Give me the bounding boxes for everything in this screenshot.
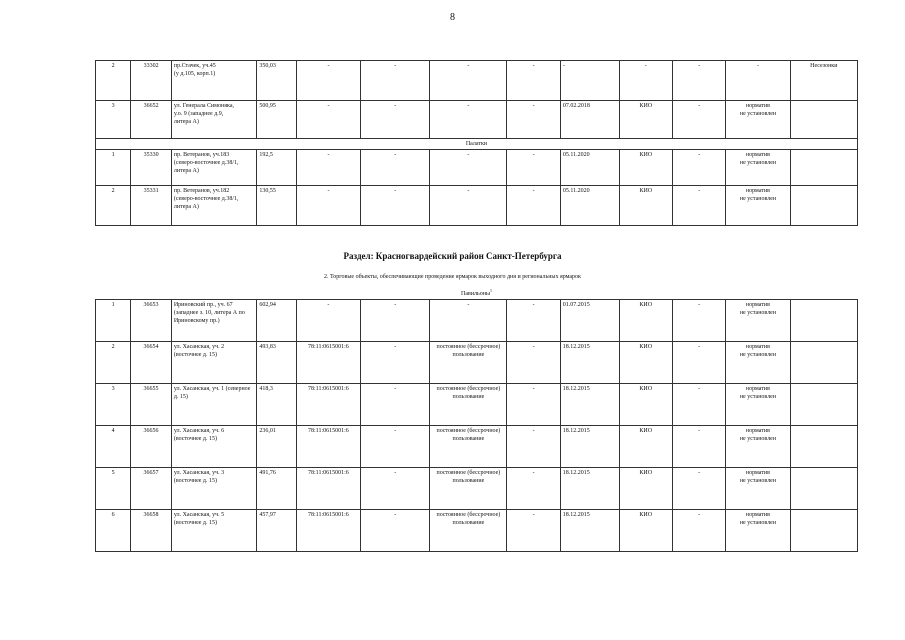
address-cell bbox=[171, 510, 256, 552]
cadastral-cell: - bbox=[296, 101, 360, 139]
norm-cell-line: норматив bbox=[745, 302, 770, 308]
date-cell: 18.12.2015 bbox=[560, 510, 619, 552]
table-row bbox=[96, 510, 858, 552]
authority-cell: КИО bbox=[619, 186, 672, 226]
address-cell bbox=[171, 61, 256, 101]
section-title: Раздел: Красногвардейский район Санкт-Петербурга bbox=[343, 251, 562, 261]
right-cell bbox=[430, 426, 507, 468]
norm-cell bbox=[726, 186, 790, 226]
authority-cell: КИО bbox=[619, 342, 672, 384]
row-number-cell: 1 bbox=[96, 300, 131, 342]
norm-cell bbox=[726, 300, 790, 342]
date-cell: 18.12.2015 bbox=[560, 384, 619, 426]
col10-cell: - bbox=[673, 101, 726, 139]
norm-cell-line: не установлен bbox=[739, 478, 777, 484]
date-cell: 05.11.2020 bbox=[560, 150, 619, 186]
col10-cell: - bbox=[672, 426, 725, 468]
norm-cell bbox=[726, 426, 790, 468]
note-cell bbox=[790, 150, 857, 186]
norm-cell-line: не установлен bbox=[739, 394, 777, 400]
address-cell-line: Ириновский пр., уч. 67 bbox=[173, 302, 233, 308]
area-cell: 500,95 bbox=[257, 101, 297, 139]
cadastral-cell: - bbox=[296, 61, 360, 101]
right-cell-line: постоянное (бессрочное) bbox=[436, 512, 501, 518]
norm-cell-line: не установлен bbox=[739, 111, 777, 117]
address-cell-line: (восточнее д. 15) bbox=[173, 520, 217, 526]
address-cell-line: литера А) bbox=[173, 168, 199, 174]
right-cell-line: пользование bbox=[452, 394, 485, 400]
area-cell: 493,83 bbox=[257, 342, 297, 384]
table-row bbox=[96, 61, 858, 101]
address-cell-line: (у д.105, корп.1) bbox=[173, 71, 216, 77]
area-cell: 192,5 bbox=[257, 150, 297, 186]
address-cell-line: ул. Генерала Симоняка, bbox=[173, 103, 234, 109]
norm-cell-line: норматив bbox=[745, 152, 770, 158]
row-number-cell: 4 bbox=[96, 426, 131, 468]
date-cell: 18.12.2015 bbox=[560, 342, 619, 384]
table-row bbox=[96, 426, 858, 468]
row-number-cell: 3 bbox=[96, 384, 131, 426]
col5-cell: - bbox=[361, 61, 430, 101]
area-cell: 457,97 bbox=[257, 510, 297, 552]
note-cell bbox=[790, 468, 858, 510]
norm-cell-line: норматив bbox=[745, 512, 770, 518]
norm-cell bbox=[726, 342, 790, 384]
object-id-cell: 33302 bbox=[131, 61, 172, 101]
note-cell bbox=[790, 342, 858, 384]
area-cell: 418,3 bbox=[257, 384, 297, 426]
object-id-cell: 35331 bbox=[131, 186, 172, 226]
col5-cell: - bbox=[361, 150, 430, 186]
address-cell bbox=[171, 426, 256, 468]
authority-cell: КИО bbox=[619, 150, 672, 186]
cadastral-cell: - bbox=[296, 150, 360, 186]
subheader-pavilions bbox=[96, 286, 858, 300]
norm-cell-line: не установлен bbox=[739, 196, 777, 202]
address-cell-line: ул. Хасанская, уч. 2 bbox=[173, 344, 225, 350]
address-cell-line: пр. Ветеранов, уч.182 bbox=[173, 188, 230, 194]
row-number-cell: 5 bbox=[96, 468, 131, 510]
objects-table-krasnogvardeisky bbox=[95, 286, 858, 552]
norm-cell-line: норматив bbox=[745, 386, 770, 392]
col7-cell: - bbox=[507, 186, 560, 226]
object-id-cell: 36654 bbox=[131, 342, 172, 384]
note-cell bbox=[790, 186, 857, 226]
right-cell: - bbox=[430, 101, 507, 139]
object-id-cell: 36658 bbox=[131, 510, 172, 552]
norm-cell-line: не установлен bbox=[739, 160, 777, 166]
col7-cell: - bbox=[507, 384, 560, 426]
right-cell: - bbox=[430, 61, 507, 101]
col10-cell: - bbox=[673, 186, 726, 226]
col5-cell: - bbox=[360, 510, 429, 552]
note-cell bbox=[790, 101, 857, 139]
table-row bbox=[96, 101, 858, 139]
object-id-cell: 36657 bbox=[131, 468, 172, 510]
norm-cell-line: норматив bbox=[745, 428, 770, 434]
col5-cell: - bbox=[360, 468, 429, 510]
area-cell: 130,55 bbox=[257, 186, 297, 226]
table-row bbox=[96, 384, 858, 426]
right-cell-line: постоянное (бессрочное) bbox=[436, 344, 501, 350]
objects-table-top bbox=[95, 60, 858, 226]
page-number: 8 bbox=[450, 12, 455, 23]
right-cell-line: постоянное (бессрочное) bbox=[436, 428, 501, 434]
right-cell: - bbox=[430, 186, 507, 226]
address-cell-line: ул. Хасанская, уч. 3 bbox=[173, 470, 225, 476]
col10-cell: - bbox=[672, 384, 725, 426]
authority-cell: КИО bbox=[619, 468, 672, 510]
address-cell-line: Ириновскому пр.) bbox=[173, 318, 220, 324]
address-cell-line: ул. Хасанская, уч. 1 (северное bbox=[173, 386, 251, 392]
cadastral-cell: 78:11:0615001:6 bbox=[296, 426, 360, 468]
authority-cell: КИО bbox=[619, 384, 672, 426]
col5-cell: - bbox=[360, 384, 429, 426]
right-cell bbox=[430, 510, 507, 552]
norm-cell bbox=[726, 468, 790, 510]
col7-cell: - bbox=[507, 510, 560, 552]
address-cell bbox=[171, 186, 256, 226]
date-cell: 07.02.2018 bbox=[560, 101, 619, 139]
object-id-cell: 36653 bbox=[131, 300, 172, 342]
authority-cell: КИО bbox=[619, 300, 672, 342]
cadastral-cell: 78:11:0615001:6 bbox=[296, 384, 360, 426]
right-cell-line: постоянное (бессрочное) bbox=[436, 386, 501, 392]
note-cell bbox=[790, 384, 858, 426]
table-row bbox=[96, 300, 858, 342]
norm-cell-line: норматив bbox=[745, 470, 770, 476]
date-cell: 18.12.2015 bbox=[560, 426, 619, 468]
address-cell-line: (восточнее д. 15) bbox=[173, 352, 217, 358]
area-cell: 236,01 bbox=[257, 426, 297, 468]
col5-cell: - bbox=[361, 101, 430, 139]
subheader-pavilions-label: Павильоны bbox=[460, 291, 490, 297]
norm-cell-line: не установлен bbox=[739, 310, 777, 316]
subheader-palatki: Палатки bbox=[96, 139, 858, 150]
authority-cell: КИО bbox=[619, 426, 672, 468]
address-cell-line: (восточнее д. 15) bbox=[173, 478, 217, 484]
table-row bbox=[96, 342, 858, 384]
right-cell bbox=[430, 384, 507, 426]
address-cell bbox=[171, 468, 256, 510]
row-number-cell: 1 bbox=[96, 150, 131, 186]
cadastral-cell: 78:11:0615001:6 bbox=[296, 468, 360, 510]
norm-cell bbox=[726, 150, 790, 186]
norm-cell bbox=[726, 510, 790, 552]
address-cell-line: д. 15) bbox=[173, 394, 188, 400]
right-cell-line: пользование bbox=[452, 478, 485, 484]
date-cell: - bbox=[560, 61, 619, 101]
col5-cell: - bbox=[360, 342, 429, 384]
area-cell: 491,76 bbox=[257, 468, 297, 510]
area-cell: 602,94 bbox=[257, 300, 297, 342]
note-cell bbox=[790, 510, 858, 552]
address-cell-line: (северо-восточнее д.38/1, bbox=[173, 196, 239, 202]
row-number-cell: 2 bbox=[96, 61, 131, 101]
table-row bbox=[96, 468, 858, 510]
norm-cell: - bbox=[726, 61, 790, 101]
address-cell-line: (западнее з. 10, литера А по bbox=[173, 310, 245, 316]
norm-cell-line: норматив bbox=[745, 344, 770, 350]
date-cell: 05.11.2020 bbox=[560, 186, 619, 226]
authority-cell: - bbox=[619, 61, 672, 101]
row-number-cell: 3 bbox=[96, 101, 131, 139]
right-cell: - bbox=[430, 150, 507, 186]
address-cell-line: пр. Ветеранов, уч.183 bbox=[173, 152, 230, 158]
table-row bbox=[96, 186, 858, 226]
norm-cell-line: норматив bbox=[745, 188, 770, 194]
col10-cell: - bbox=[672, 300, 725, 342]
col10-cell: - bbox=[672, 510, 725, 552]
col5-cell: - bbox=[360, 426, 429, 468]
address-cell-line: (северо-восточнее д.38/1, bbox=[173, 160, 239, 166]
address-cell bbox=[171, 300, 256, 342]
address-cell-line: ул. Хасанская, уч. 6 bbox=[173, 428, 225, 434]
norm-cell-line: не установлен bbox=[739, 520, 777, 526]
address-cell bbox=[171, 101, 256, 139]
cadastral-cell: - bbox=[296, 300, 360, 342]
object-id-cell: 36652 bbox=[131, 101, 172, 139]
object-id-cell: 36656 bbox=[131, 426, 172, 468]
date-cell: 18.12.2015 bbox=[560, 468, 619, 510]
col7-cell: - bbox=[507, 150, 560, 186]
col7-cell: - bbox=[507, 300, 560, 342]
col10-cell: - bbox=[673, 150, 726, 186]
right-cell: - bbox=[430, 300, 507, 342]
object-id-cell: 35330 bbox=[131, 150, 172, 186]
col5-cell: - bbox=[361, 186, 430, 226]
col7-cell: - bbox=[507, 342, 560, 384]
note-cell: Несезонки bbox=[790, 61, 857, 101]
col5-cell: - bbox=[360, 300, 429, 342]
right-cell-line: постоянное (бессрочное) bbox=[436, 470, 501, 476]
footnote-mark: 1 bbox=[490, 288, 492, 293]
cadastral-cell: 78:11:0615001:6 bbox=[296, 510, 360, 552]
row-number-cell: 6 bbox=[96, 510, 131, 552]
address-cell bbox=[171, 384, 256, 426]
area-cell: 350,03 bbox=[257, 61, 297, 101]
address-cell-line: у.о. 9 (западнее д.9, bbox=[173, 111, 224, 117]
object-id-cell: 36655 bbox=[131, 384, 172, 426]
category-title: 2. Торговые объекты, обеспечивающие проведение ярмарок выходного дня и региональных ярмарок bbox=[324, 274, 581, 280]
col10-cell: - bbox=[672, 468, 725, 510]
right-cell-line: пользование bbox=[452, 352, 485, 358]
row-number-cell: 2 bbox=[96, 342, 131, 384]
col7-cell: - bbox=[507, 61, 560, 101]
row-number-cell: 2 bbox=[96, 186, 131, 226]
norm-cell bbox=[726, 384, 790, 426]
right-cell bbox=[430, 342, 507, 384]
cadastral-cell: 78:11:0615001:6 bbox=[296, 342, 360, 384]
right-cell-line: пользование bbox=[452, 436, 485, 442]
address-cell bbox=[171, 150, 256, 186]
norm-cell-line: норматив bbox=[745, 103, 770, 109]
address-cell bbox=[171, 342, 256, 384]
col7-cell: - bbox=[507, 468, 560, 510]
address-cell-line: ул. Хасанская, уч. 5 bbox=[173, 512, 225, 518]
col10-cell: - bbox=[673, 61, 726, 101]
note-cell bbox=[790, 426, 858, 468]
norm-cell-line: не установлен bbox=[739, 436, 777, 442]
authority-cell: КИО bbox=[619, 101, 672, 139]
address-cell-line: литера А) bbox=[173, 204, 199, 210]
authority-cell: КИО bbox=[619, 510, 672, 552]
address-cell-line: литера А) bbox=[173, 119, 199, 125]
right-cell-line: пользование bbox=[452, 520, 485, 526]
col10-cell: - bbox=[672, 342, 725, 384]
right-cell bbox=[430, 468, 507, 510]
address-cell-line: (восточнее д. 15) bbox=[173, 436, 217, 442]
date-cell: 01.07.2015 bbox=[560, 300, 619, 342]
cadastral-cell: - bbox=[296, 186, 360, 226]
norm-cell bbox=[726, 101, 790, 139]
col7-cell: - bbox=[507, 101, 560, 139]
table-row bbox=[96, 150, 858, 186]
note-cell bbox=[790, 300, 858, 342]
col7-cell: - bbox=[507, 426, 560, 468]
norm-cell-line: не установлен bbox=[739, 352, 777, 358]
address-cell-line: пр.Стачек, уч.45 bbox=[173, 63, 216, 69]
